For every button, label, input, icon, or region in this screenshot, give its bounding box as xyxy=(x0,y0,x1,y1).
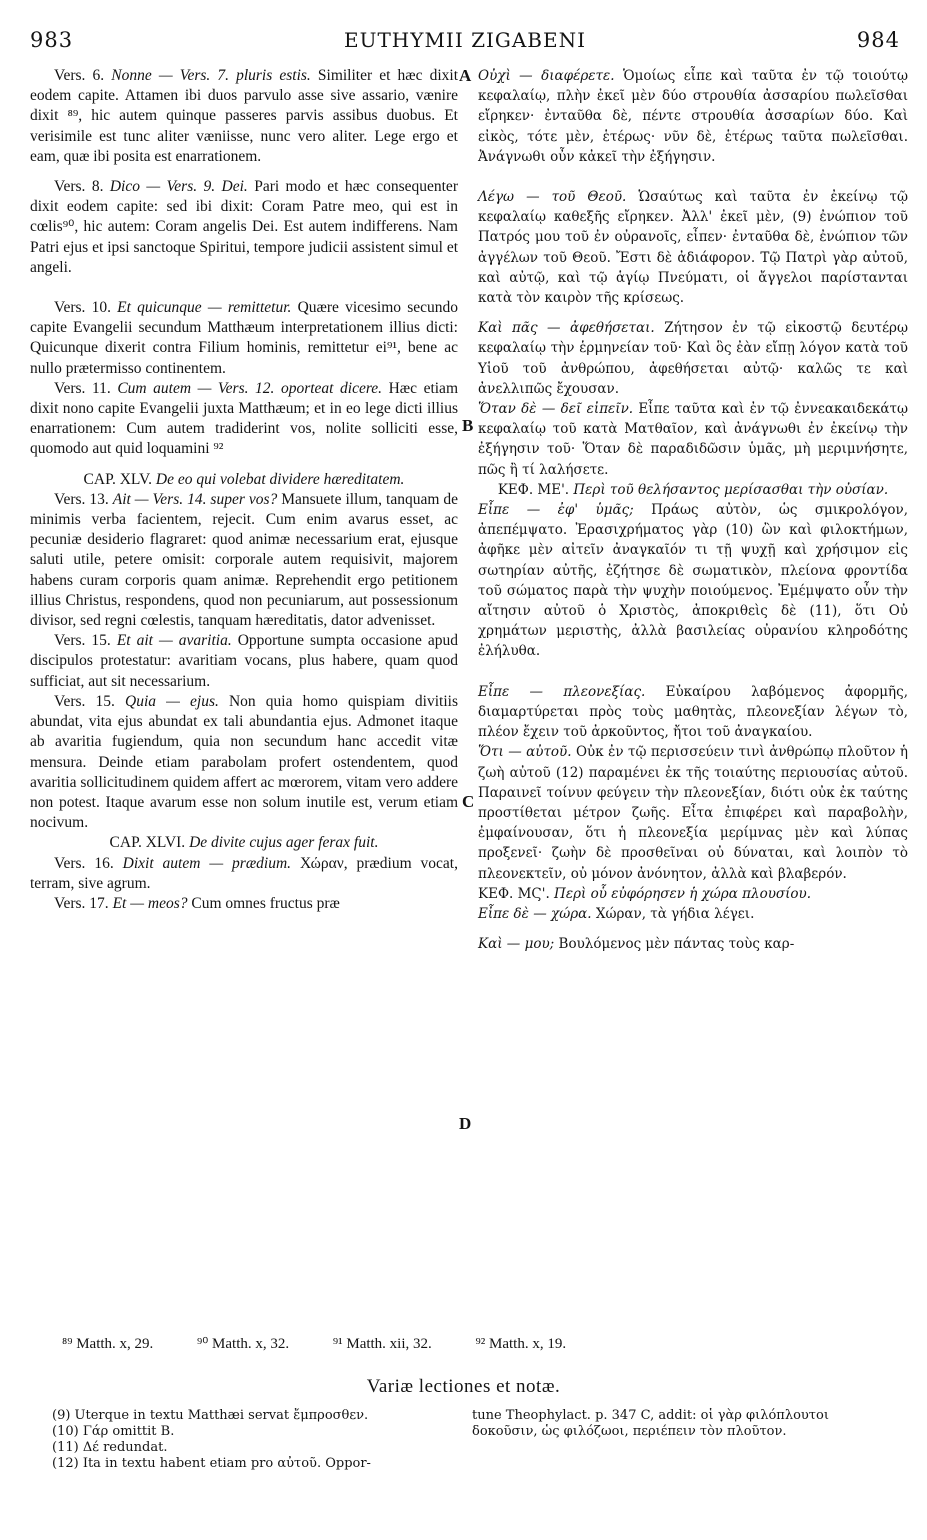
footnote: ⁸⁹ Matth. x, 29. xyxy=(62,1336,154,1352)
greek-chapter-heading: ΚΕΦ. ΜϚ'. Περὶ οὗ εὐφόρησεν ἡ χώρα πλουσίου. xyxy=(478,885,812,902)
page-number-right: 984 xyxy=(856,28,900,52)
latin-paragraph: Vers. 10. Et quicunque — remittetur. Quære vicesimo secundo capite Evangelii secundum Matthæum interpretationem illius dicti: Quicunque dixerit contra Filium hominis, remittetur ei⁹¹, bene ac nullo prætermisso continentem. xyxy=(30,299,459,377)
greek-paragraph: Εἶπε δὲ — χώρα. Χώραν, τὰ γήδια λέγει. xyxy=(478,905,755,922)
latin-paragraph: Vers. 13. Ait — Vers. 14. super vos? Mansuete illum, tanquam de minimis verba facientem, rejecit. Cum enim avarus esset, ac pecuniæ desiderio flagraret: quod animæ necessarium erat, ejusque saluti utile, petere omisit: corporale autem requisivit, majorem habens curam corporis quam animæ. Reprehendit ergo petitionem illius Christus, respondens, quod non pecuniarum, aut possessionum divisor, sed regni cœlestis, tanquam hæreditatis, dator advenisset. xyxy=(30,490,458,630)
footnote: ⁹¹ Matth. xii, 32. xyxy=(332,1336,432,1352)
greek-chapter-heading: ΚΕΦ. ΜΕ'. Περὶ τοῦ θελήσαντος μερίσασθαι τὴν οὐσίαν. xyxy=(497,481,889,498)
note: (10) Γάρ omittit B. xyxy=(52,1424,175,1439)
note: (9) Uterque in textu Matthæi servat ἔμπροσθεν. xyxy=(52,1408,369,1423)
latin-paragraph: Vers. 6. Nonne — Vers. 7. pluris estis. Similiter et hæc dixit eodem capite. Attamen ibi duos parvulo asse sive assario, vænire dixit ⁸⁹, hic autem quinque passeres parvis assibus duobus. Et verisimile est tunc aliter væniisse, nunc vero aliter. Lege ergo et eam, quæ ibi posita est enarrationem. xyxy=(30,67,459,165)
greek-paragraph: Καὶ — μου; Βουλόμενος μὲν πάντας τοὺς καρ- xyxy=(478,936,795,953)
note: (11) Δέ redundat. xyxy=(52,1440,168,1455)
greek-paragraph: Εἶπε — ἐφ' ὑμᾶς; Πράως αὐτὸν, ὡς σμικρολόγον, ἀπεπέμψατο. Ἐρασιχρήματος γὰρ (10) ὢν καὶ φιλοκτήμων, ἀφῆκε μὲν αἰτεῖν ἀναγκαῖόν τι τῇ ψυχῇ καὶ χρήσιμον εἰς σωτηρίαν αὐτῆς, ἐζήτησε δὲ σωματικὸν, πλείονα φροντίδα τοῦ σώματος παρὰ τὴν ψυχὴν ποιούμενος. Ἐμέμψατο οὖν τὴν αἴτησιν αὐτοῦ ὁ Χριστὸς, ἀποκριθεὶς δὲ (11), ὅτι Οὐ χρημάτων μεριστὴς, ἀλλὰ βασιλείας οὐρανίου κληροδότης ἐλήλυθα. xyxy=(478,502,908,660)
variae-lectiones-heading: Variæ lectiones et notæ. xyxy=(366,1376,561,1397)
running-title: EUTHYMII ZIGABENI xyxy=(344,28,586,52)
notes-left xyxy=(52,1408,452,1472)
latin-paragraph: Vers. 17. Et — meos? Cum omnes fructus præ xyxy=(54,894,340,912)
latin-paragraph: Vers. 11. Cum autem — Vers. 12. oporteat dicere. Hæc etiam dixit nono capite Evangelii juxta Matthæum; et in eo lege dicti illius enarrationem: Cum autem tradiderint vos, nolite solliciti esse, quomodo aut quid loquamini ⁹² xyxy=(30,379,458,458)
latin-paragraph: Vers. 8. Dico — Vers. 9. Dei. Pari modo et hæc consequenter dixit eodem capite: sed ibi dixit: Coram Patre meo, qui est in cœlis⁹⁰, hic autem: Coram angelis Dei. Est autem indifferens. Nam Patri ejus et ipsi sanctoque Spiritui, tempore judicii assistent simul et angeli. xyxy=(30,178,458,276)
footnote: ⁹² Matth. x, 19. xyxy=(475,1336,567,1352)
section-marker-c: C xyxy=(462,792,475,811)
note: (12) Ita in textu habent etiam pro αὐτοῦ. Oppor- xyxy=(52,1456,371,1471)
greek-paragraph: Ὅτι — αὐτοῦ. Οὐκ ἐν τῷ περισσεύειν τινὶ ἀνθρώπῳ πλοῦτον ἡ ζωὴ αὐτοῦ (12) παραμένει ἐκ τῆς τοιαύτης περιουσίας αὐτοῦ. Παραινεῖ τοίνυν φεύγειν τὴν πλεονεξίαν, διότι οὐκ ἐκ ταύτης προστίθεται μέτρον ζωῆς. Εἶτα ἐπιφέρει καὶ παραβολὴν, ἐμφαίνουσαν, ὅτι ἡ πλεονεξία μερίμνας μὲν καὶ λύπας προξενεῖ· ζωὴν δὲ προσθεῖναι οὐ δύναται, καὶ λοιπὸν τὸ πλεονεκτεῖν, οὐ μόνον ἀνόνητον, ἀλλὰ καὶ βλαβερόν. xyxy=(478,744,908,882)
latin-chapter-heading: CAP. XLVI. De divite cujus ager ferax fuit. xyxy=(109,834,379,852)
greek-paragraph: Ὅταν δὲ — δεῖ εἰπεῖν. Εἶπε ταῦτα καὶ ἐν τῷ ἐννεακαιδεκάτῳ κεφαλαίῳ τοῦ κατὰ Ματθαῖον, καὶ ἀνάγνωθι ἐν ἐκείνῳ τὴν ἐξήγησιν τοῦ· Ὅταν δὲ παραδιδῶσιν ὑμᾶς, μὴ μεριμνήσητε, πῶς ἢ τί λαλήσετε. xyxy=(478,401,909,478)
latin-chapter-heading: CAP. XLV. De eo qui volebat dividere hæreditatem. xyxy=(83,470,405,488)
latin-paragraph: Vers. 15. Et ait — avaritia. Opportune sumpta occasione apud discipulos protestatur: avaritiam vocans, plus habere, quam quod sufficiat, aut sit necessarium. xyxy=(30,632,458,690)
greek-paragraph: Οὐχὶ — διαφέρετε. Ὁμοίως εἶπε καὶ ταῦτα ἐν τῷ τοιούτῳ κεφαλαίῳ, πλὴν ἐκεῖ μὲν δύο στρουθία ἀσσαρίου πωλεῖσθαι εἴρηκεν· ἐνταῦθα δὲ, πέντε στρουθία ἀσσαρίων δύο. Καὶ εἰκὸς, τότε μὲν, ἑτέρως· νῦν δὲ, ἑτέρως ταῦτα πωλεῖσθαι. Ἀνάγνωθι οὖν κἀκεῖ τὴν ἐξήγησιν. xyxy=(478,68,908,165)
latin-paragraph: Vers. 15. Quia — ejus. Non quia homo quispiam divitiis abundat, vita ejus abundat ex tali abundantia ejus. Admonet itaque ab avaritia fugiendum, quia non secundum hanc accedit vitæ mensura. Deinde etiam parabolam profert ostendentem, quod avaritia sollicitudinem quidem affert ac mœrorem, vitam vero addere non potest. Itaque avarum esse non solum inutile est, verum etiam nocivum. xyxy=(30,692,458,832)
greek-column xyxy=(478,66,908,954)
page-header xyxy=(30,28,900,56)
greek-paragraph: Εἶπε — πλεονεξίας. Εὐκαίρου λαβόμενος ἀφορμῆς, διαμαρτύρεται πρὸς τοὺς μαθητὰς, πλεονεξίαν λέγων τὸ, πλέον ἔχειν τοῦ ἀρκοῦντος, ἤτοι τοῦ ἀναγκαίου. xyxy=(478,683,908,741)
footnote: ⁹⁰ Matth. x, 32. xyxy=(197,1336,290,1352)
greek-paragraph: Καὶ πᾶς — ἀφεθήσεται. Ζήτησον ἐν τῷ εἰκοστῷ δευτέρῳ κεφαλαίῳ τὴν ἑρμηνείαν τοῦ· Καὶ ὃς ἐὰν εἴπῃ λόγον κατὰ τοῦ Υἱοῦ τοῦ ἀνθρώπου, ἀφεθήσεται αὐτῷ· καλῶς τε καὶ ἀνελλιπῶς ἔχουσαν. xyxy=(478,320,909,397)
section-marker-b: B xyxy=(462,416,474,435)
footnotes xyxy=(62,1334,902,1353)
section-marker-a: A xyxy=(459,66,472,85)
page-number-left: 983 xyxy=(30,28,74,52)
section-marker-d: D xyxy=(459,1114,472,1133)
notes-right xyxy=(472,1408,892,1440)
greek-paragraph: Λέγω — τοῦ Θεοῦ. Ὡσαύτως καὶ ταῦτα ἐν ἐκείνῳ τῷ κεφαλαίῳ καθεξῆς εἴρηκεν. Ἀλλ' ἐκεῖ μὲν, (9) ἐνώπιον τοῦ Πατρός μου τοῦ ἐν οὐρανοῖς, εἶπεν· ἐνταῦθα δὲ, ἐνώπιον τῶν ἀγγέλων τοῦ Θεοῦ. Ἔστι δὲ ἀδιάφορον. Τῷ Πατρὶ γὰρ αὐτοῦ, καὶ αὐτῷ, καὶ τῷ ἁγίῳ Πνεύματι, οἱ ἄγγελοι παρίστανται κατὰ τὸν καιρὸν τῆς κρίσεως. xyxy=(478,189,909,307)
note: tune Theophylact. p. 347 C, addit: οἱ γὰρ φιλόπλουτοι δοκοῦσιν, ὡς φιλόζωοι, περιέπειν τὸν πλοῦτον. xyxy=(472,1408,829,1439)
latin-column xyxy=(30,66,458,914)
latin-paragraph: Vers. 16. Dixit autem — prædium. Χώραν, prædium vocat, terram, sive agrum. xyxy=(30,854,458,892)
